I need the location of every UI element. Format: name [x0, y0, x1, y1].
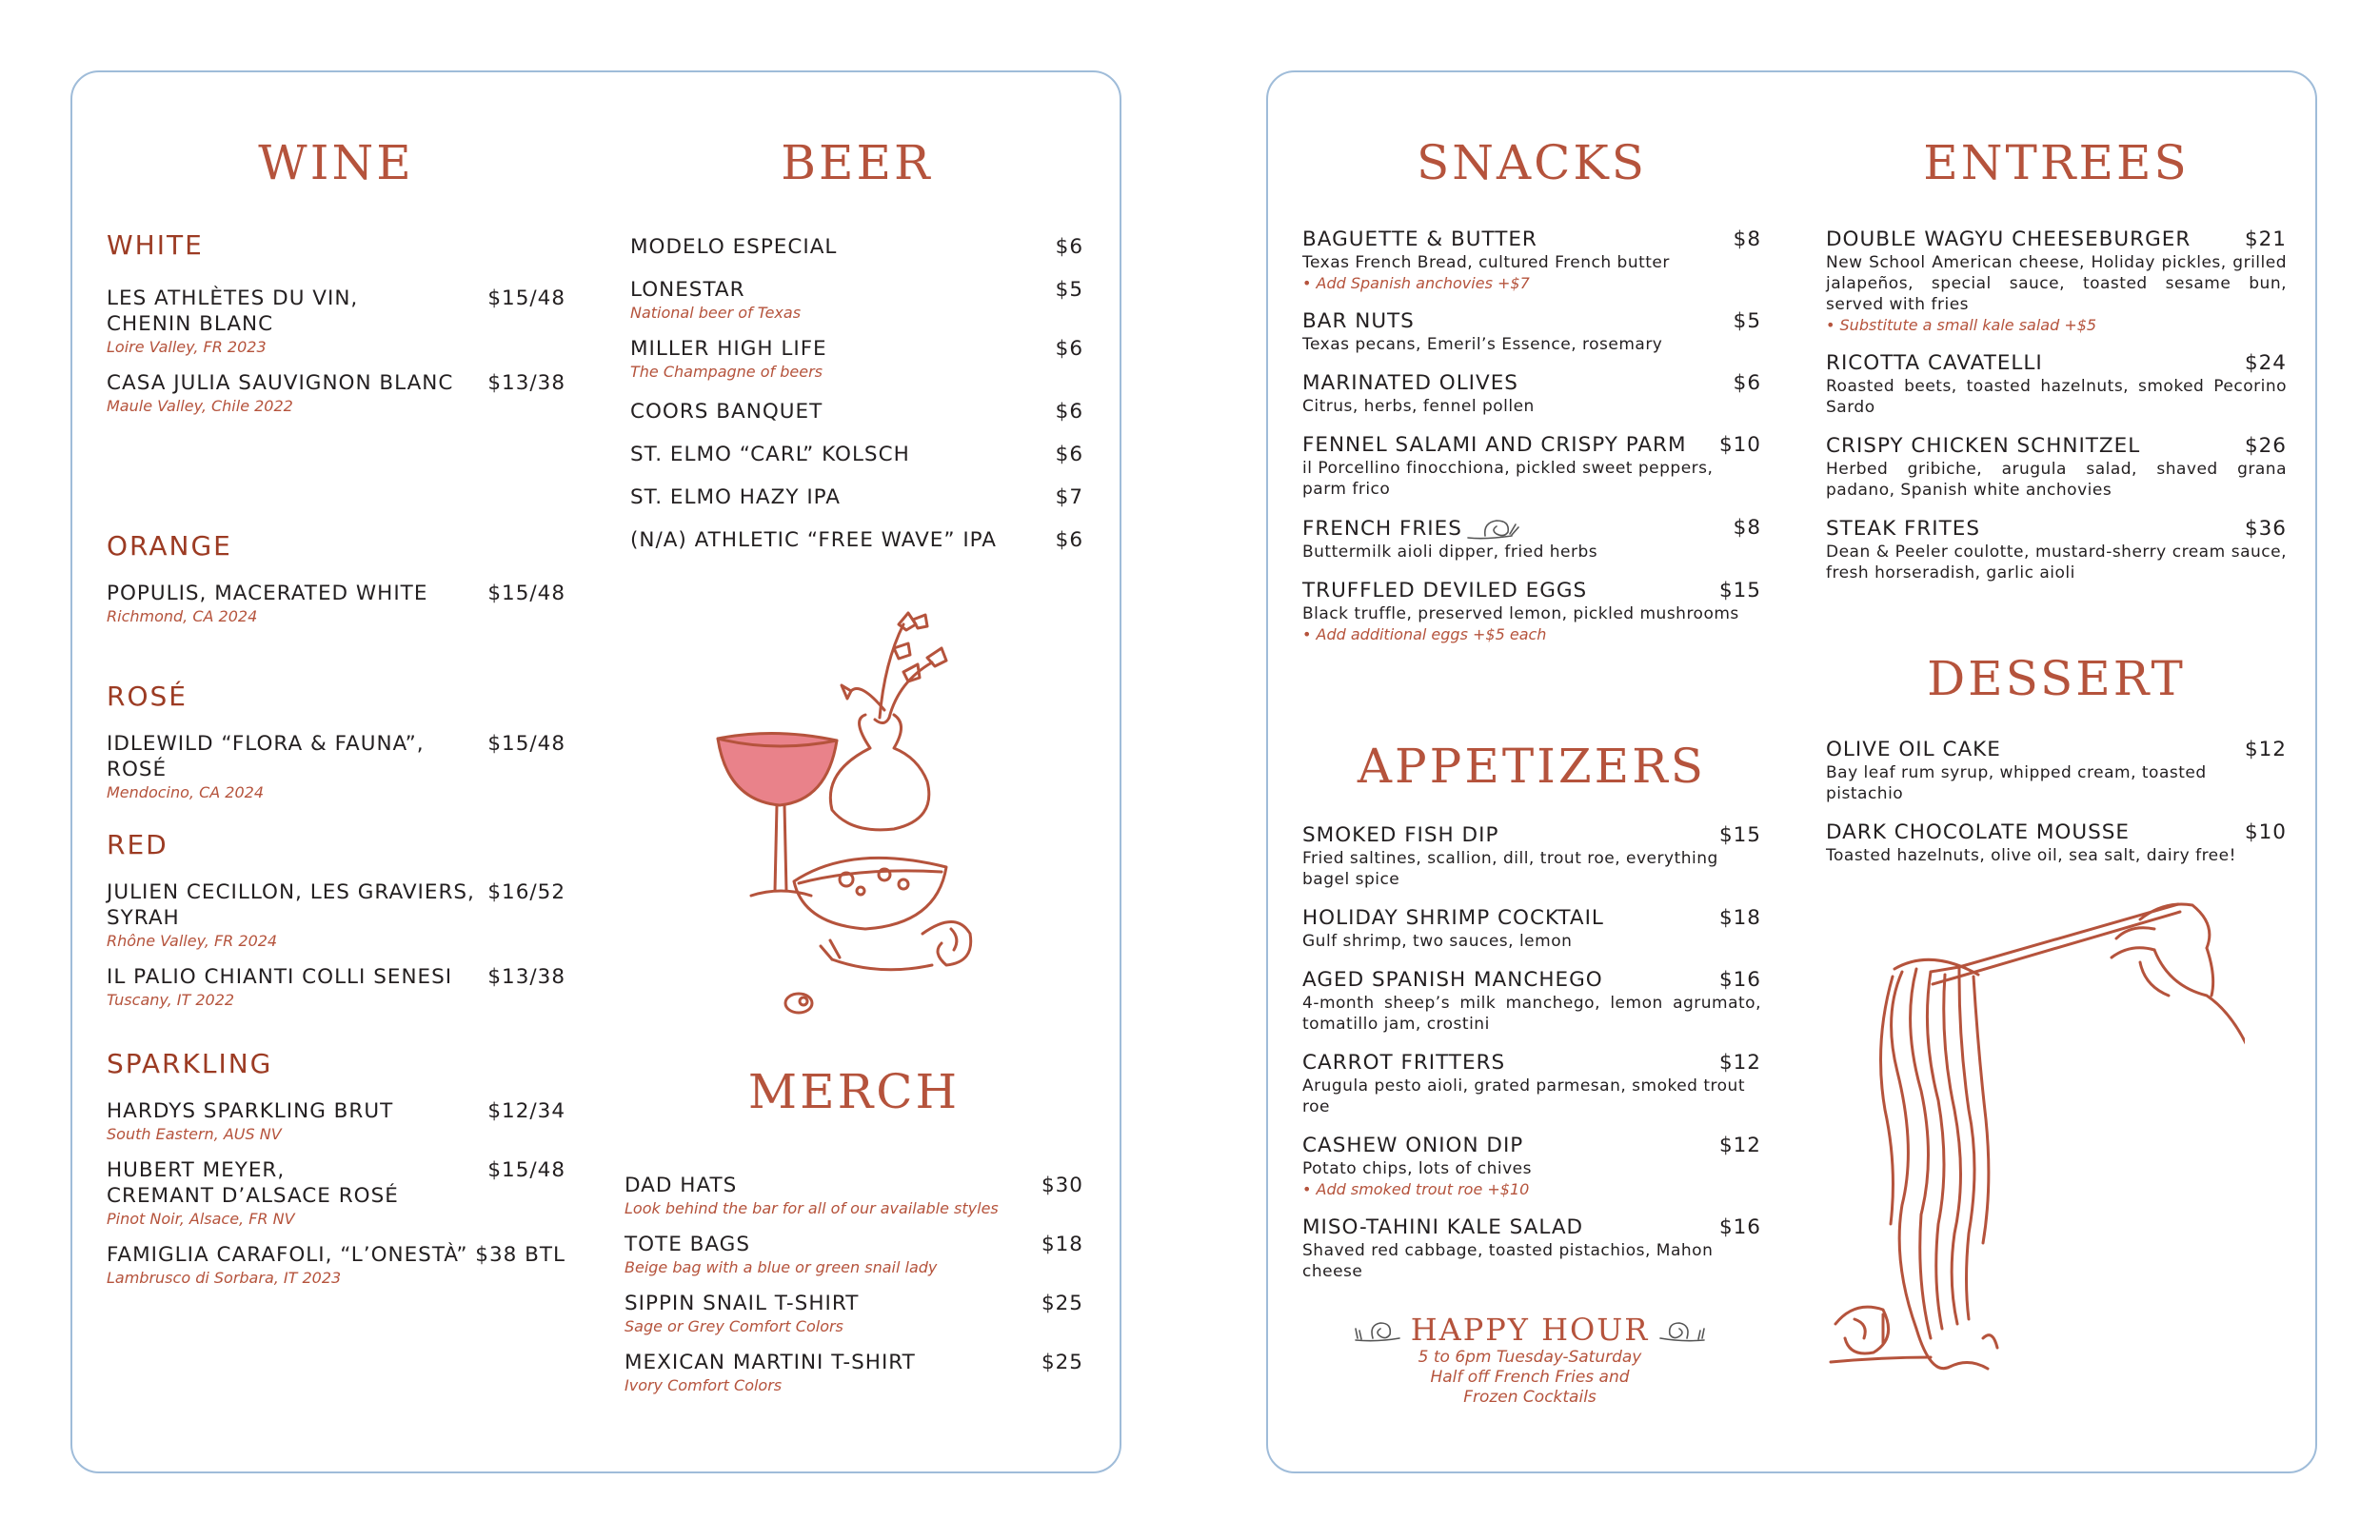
item-name: DAD HATS	[625, 1174, 738, 1197]
wine-section-red	[107, 829, 565, 1010]
item-description: 4-month sheep’s milk manchego, lemon agrumato, tomatillo jam, crostini	[1302, 994, 1761, 1034]
wine-section-title: RED	[107, 829, 169, 860]
happy-hour-line: Frozen Cocktails	[1463, 1388, 1597, 1407]
item-price: $10	[2244, 820, 2287, 844]
snail-icon	[1658, 1315, 1706, 1344]
menu-item	[1302, 432, 1761, 500]
menu-item	[630, 484, 1083, 510]
menu-item	[1302, 967, 1761, 1035]
item-description: Black truffle, preserved lemon, pickled mushrooms	[1302, 604, 1739, 623]
dessert-heading: DESSERT	[1927, 651, 2186, 706]
item-price: $12	[1718, 1051, 1761, 1075]
item-name: MILLER HIGH LIFE	[630, 337, 827, 361]
noodles-fork-hand-snail-illustration	[1826, 881, 2245, 1395]
item-note: Ivory Comfort Colors	[625, 1376, 783, 1394]
wine-section-title: WHITE	[107, 229, 204, 261]
menu-item	[1302, 227, 1761, 293]
snacks-list	[1302, 227, 1761, 644]
item-name: ST. ELMO HAZY IPA	[630, 485, 841, 509]
item-addon: • Add Spanish anchovies +$7	[1302, 274, 1530, 292]
snacks-heading: SNACKS	[1417, 135, 1647, 190]
item-price: $10	[1718, 433, 1761, 457]
item-note: Look behind the bar for all of our available styles	[625, 1199, 999, 1217]
menu-item	[630, 336, 1083, 382]
beer-heading: BEER	[781, 135, 933, 190]
item-name: AGED SPANISH MANCHEGO	[1302, 968, 1603, 992]
item-name-group	[1302, 515, 1519, 542]
menu-item	[1302, 370, 1761, 417]
item-description: Arugula pesto aioli, grated parmesan, smoked trout roe	[1302, 1076, 1745, 1116]
menu-item	[107, 1157, 565, 1229]
item-name: RICOTTA CAVATELLI	[1826, 351, 2043, 375]
menu-item	[630, 442, 1083, 467]
item-note: Pinot Noir, Alsace, FR NV	[107, 1210, 295, 1228]
happy-hour-block	[1325, 1312, 1735, 1408]
item-price: $7	[1055, 485, 1083, 509]
menu-item	[630, 234, 1083, 260]
item-price: $16	[1718, 1215, 1761, 1239]
item-note: South Eastern, AUS NV	[107, 1125, 282, 1143]
menu-item	[1302, 1133, 1761, 1199]
merch-list	[625, 1173, 1083, 1395]
item-price: $12	[1718, 1134, 1761, 1157]
menu-item	[1826, 819, 2287, 866]
item-name: JULIEN CECILLON, LES GRAVIERS, SYRAH	[107, 880, 475, 930]
item-price: $38 BTL	[475, 1243, 565, 1267]
item-name: LES ATHLÈTES DU VIN, CHENIN BLANC	[107, 286, 359, 336]
entrees-column	[1826, 135, 2287, 582]
item-name: MISO-TAHINI KALE SALAD	[1302, 1215, 1584, 1239]
item-price: $6	[1733, 371, 1761, 395]
menu-item	[1302, 515, 1761, 563]
item-name: FAMIGLIA CARAFOLI, “L’ONESTÀ”	[107, 1243, 468, 1267]
wine-heading: WINE	[258, 135, 414, 190]
item-price: $24	[2244, 351, 2287, 375]
item-description: Gulf shrimp, two sauces, lemon	[1302, 932, 1573, 951]
menu-item	[107, 1098, 565, 1144]
wine-column	[107, 135, 565, 1287]
item-note: National beer of Texas	[630, 304, 802, 322]
entrees-heading: ENTREES	[1923, 135, 2190, 190]
item-price: $6	[1055, 235, 1083, 259]
item-description: Potato chips, lots of chives	[1302, 1159, 1532, 1178]
item-name: COORS BANQUET	[630, 400, 823, 424]
menu-item	[630, 399, 1083, 424]
item-name: SIPPIN SNAIL T-SHIRT	[625, 1292, 860, 1315]
item-addon: • Add additional eggs +$5 each	[1302, 625, 1547, 643]
item-addon: • Substitute a small kale salad +$5	[1826, 316, 2097, 334]
cocktail-vase-dip-snail-illustration	[708, 605, 1013, 1024]
item-price: $5	[1733, 309, 1761, 333]
item-price: $30	[1041, 1174, 1083, 1197]
item-price: $6	[1055, 337, 1083, 361]
item-price: $26	[2244, 434, 2287, 458]
happy-hour-title-row	[1325, 1312, 1735, 1348]
item-price: $12/34	[487, 1099, 565, 1123]
menu-item	[1826, 350, 2287, 418]
item-note: Mendocino, CA 2024	[107, 783, 264, 801]
menu-item	[1302, 1050, 1761, 1117]
item-note: Maule Valley, Chile 2022	[107, 397, 293, 415]
item-note: Richmond, CA 2024	[107, 607, 258, 625]
menu-item	[1826, 516, 2287, 583]
item-price: $25	[1041, 1351, 1083, 1374]
menu-item	[1302, 308, 1761, 355]
menu-item	[625, 1232, 1083, 1277]
item-name: TRUFFLED DEVILED EGGS	[1302, 579, 1588, 602]
merch-heading: MERCH	[747, 1064, 961, 1119]
item-price: $18	[1041, 1233, 1083, 1256]
item-description: Texas French Bread, cultured French butter	[1302, 253, 1670, 272]
menu-item	[107, 581, 565, 626]
menu-item	[625, 1350, 1083, 1395]
item-price: $6	[1055, 528, 1083, 552]
item-price: $8	[1733, 227, 1761, 251]
menu-panel-drinks	[70, 70, 1121, 1473]
item-note: Sage or Grey Comfort Colors	[625, 1317, 843, 1335]
item-name: DOUBLE WAGYU CHEESEBURGER	[1826, 227, 2192, 251]
item-description: il Porcellino finocchiona, pickled sweet peppers, parm frico	[1302, 459, 1714, 499]
menu-item	[107, 731, 565, 802]
menu-item	[630, 277, 1083, 323]
item-description: Buttermilk aioli dipper, fried herbs	[1302, 543, 1598, 562]
item-name: ST. ELMO “CARL” KOLSCH	[630, 443, 910, 466]
item-name: STEAK FRITES	[1826, 517, 1981, 541]
item-name: SMOKED FISH DIP	[1302, 823, 1499, 847]
item-price: $25	[1041, 1292, 1083, 1315]
item-price: $8	[1733, 516, 1761, 540]
item-note: The Champagne of beers	[630, 363, 823, 381]
item-name: MEXICAN MARTINI T-SHIRT	[625, 1351, 916, 1374]
menu-item	[107, 1242, 565, 1288]
wine-section-rose	[107, 683, 565, 802]
item-name: HUBERT MEYER, CREMANT D’ALSACE ROSÉ	[107, 1158, 399, 1208]
item-price: $15	[1718, 823, 1761, 847]
wine-section-title: ORANGE	[107, 530, 232, 562]
item-description: New School American cheese, Holiday pickles, grilled jalapeños, special sauce, toasted sesame bun, served with fries	[1826, 253, 2287, 314]
item-name: TOTE BAGS	[625, 1233, 750, 1256]
menu-item	[1826, 737, 2287, 804]
menu-item	[107, 879, 565, 951]
item-price: $6	[1055, 400, 1083, 424]
item-name: HARDYS SPARKLING BRUT	[107, 1099, 394, 1123]
menu-item	[1826, 433, 2287, 501]
dessert-column	[1826, 651, 2287, 865]
happy-hour-line: Half off French Fries and	[1430, 1368, 1630, 1387]
item-price: $15/48	[487, 582, 565, 605]
item-note: Loire Valley, FR 2023	[107, 338, 267, 356]
item-name: FENNEL SALAMI AND CRISPY PARM	[1302, 433, 1687, 457]
item-name: (N/A) ATHLETIC “FREE WAVE” IPA	[630, 528, 997, 552]
item-note: Rhône Valley, FR 2024	[107, 932, 278, 950]
menu-item	[107, 370, 565, 416]
appetizers-list	[1302, 822, 1761, 1282]
snail-icon	[1354, 1315, 1401, 1344]
item-addon: • Add smoked trout roe +$10	[1302, 1180, 1530, 1198]
wine-section-sparkling	[107, 1048, 565, 1288]
item-price: $15/48	[487, 732, 565, 756]
item-price: $13/38	[487, 371, 565, 395]
item-name: POPULIS, MACERATED WHITE	[107, 582, 428, 605]
item-description: Fried saltines, scallion, dill, trout roe, everything bagel spice	[1302, 849, 1718, 889]
menu-item	[1302, 1214, 1761, 1282]
item-description: Bay leaf rum syrup, whipped cream, toasted pistachio	[1826, 763, 2207, 803]
item-description: Toasted hazelnuts, olive oil, sea salt, dairy free!	[1826, 846, 2236, 865]
menu-item	[625, 1173, 1083, 1218]
item-name: HOLIDAY SHRIMP COCKTAIL	[1302, 906, 1604, 930]
item-note: Beige bag with a blue or green snail lady	[625, 1258, 938, 1276]
menu-item	[107, 286, 565, 357]
item-description: Herbed gribiche, arugula salad, shaved grana padano, Spanish white anchovies	[1826, 460, 2287, 500]
item-price: $15/48	[487, 286, 565, 310]
item-price: $15	[1718, 579, 1761, 602]
item-description: Dean & Peeler coulotte, mustard-sherry cream sauce, fresh horseradish, garlic aioli	[1826, 543, 2287, 582]
item-price: $13/38	[487, 965, 565, 989]
wine-section-title: SPARKLING	[107, 1048, 273, 1079]
dessert-list	[1826, 737, 2287, 866]
item-note: Lambrusco di Sorbara, IT 2023	[107, 1269, 342, 1287]
wine-section-white	[107, 229, 565, 416]
item-name: BAGUETTE & BUTTER	[1302, 227, 1537, 251]
happy-hour-title: HAPPY HOUR	[1410, 1312, 1650, 1348]
appetizers-column	[1302, 739, 1761, 1281]
item-price: $18	[1718, 906, 1761, 930]
item-name: CRISPY CHICKEN SCHNITZEL	[1826, 434, 2141, 458]
menu-item	[1302, 822, 1761, 890]
snail-icon	[1466, 515, 1519, 542]
item-name: OLIVE OIL CAKE	[1826, 738, 2001, 761]
menu-panel-food	[1266, 70, 2317, 1473]
item-name: CARROT FRITTERS	[1302, 1051, 1506, 1075]
item-name: LONESTAR	[630, 278, 745, 302]
snacks-column	[1302, 135, 1761, 643]
item-name: IDLEWILD “FLORA & FAUNA”, ROSÉ	[107, 732, 425, 781]
item-name: MARINATED OLIVES	[1302, 371, 1518, 395]
beer-column	[630, 135, 1083, 552]
menu-item	[625, 1291, 1083, 1336]
menu-item	[1302, 578, 1761, 644]
item-price: $12	[2244, 738, 2287, 761]
appetizers-heading: APPETIZERS	[1357, 739, 1707, 794]
item-name: FRENCH FRIES	[1302, 516, 1462, 541]
item-price: $15/48	[487, 1158, 565, 1182]
item-price: $6	[1055, 443, 1083, 466]
item-price: $21	[2244, 227, 2287, 251]
item-description: Roasted beets, toasted hazelnuts, smoked Pecorino Sardo	[1826, 377, 2287, 417]
menu-item	[1826, 227, 2287, 335]
menu-item	[630, 527, 1083, 553]
item-name: IL PALIO CHIANTI COLLI SENESI	[107, 965, 453, 989]
item-name: CASA JULIA SAUVIGNON BLANC	[107, 371, 454, 395]
item-price: $16/52	[487, 880, 565, 904]
item-description: Texas pecans, Emeril’s Essence, rosemary	[1302, 335, 1663, 354]
item-name: CASHEW ONION DIP	[1302, 1134, 1524, 1157]
happy-hour-line: 5 to 6pm Tuesday-Saturday	[1418, 1348, 1642, 1367]
menu-item	[1302, 905, 1761, 952]
entrees-list	[1826, 227, 2287, 583]
item-name: MODELO ESPECIAL	[630, 235, 838, 259]
item-price: $36	[2244, 517, 2287, 541]
item-description: Citrus, herbs, fennel pollen	[1302, 397, 1535, 416]
item-name: DARK CHOCOLATE MOUSSE	[1826, 820, 2130, 844]
item-description: Shaved red cabbage, toasted pistachios, Mahon cheese	[1302, 1241, 1714, 1281]
wine-section-title: ROSÉ	[107, 681, 188, 712]
beer-list	[630, 234, 1083, 553]
item-name: BAR NUTS	[1302, 309, 1415, 333]
merch-column	[625, 1064, 1083, 1394]
menu-item	[107, 964, 565, 1010]
wine-section-orange	[107, 530, 565, 626]
item-price: $16	[1718, 968, 1761, 992]
item-price: $5	[1055, 278, 1083, 302]
item-note: Tuscany, IT 2022	[107, 991, 235, 1009]
